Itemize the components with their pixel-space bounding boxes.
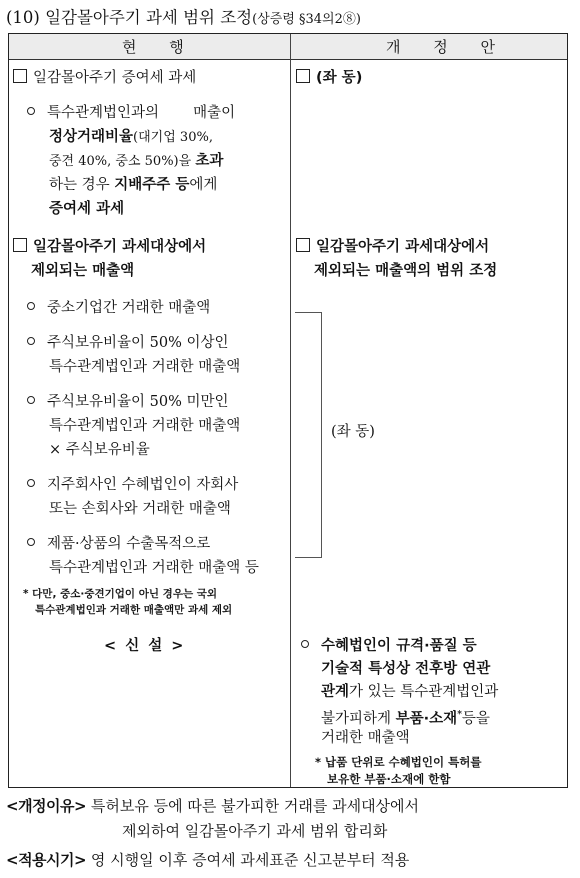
current-section1-heading: 일감몰아주기 증여세 과세 bbox=[13, 67, 196, 89]
bullet-circle-icon bbox=[27, 302, 35, 310]
current-section1-line1: 특수관계법인과의 매출이 bbox=[27, 102, 235, 124]
excluded-item-3-cont2: × 주식보유비율 bbox=[49, 442, 150, 458]
title-source: (상증령 §34의2⑧) bbox=[252, 12, 361, 27]
current-section2-heading2: 제외되는 매출액 bbox=[31, 263, 135, 279]
excluded-item-3-cont: 특수관계법인과 거래한 매출액 bbox=[49, 418, 241, 434]
same-as-left-bracket bbox=[295, 312, 322, 558]
checkbox-square-icon bbox=[13, 69, 27, 83]
header-proposed: 개 정 안 bbox=[386, 38, 510, 56]
bullet-circle-icon bbox=[27, 337, 35, 345]
reason-label: <개정이유> bbox=[6, 797, 87, 815]
excluded-item-2-cont: 특수관계법인과 거래한 매출액 bbox=[49, 359, 241, 375]
proposed-section1-heading: (좌 동) bbox=[296, 67, 362, 89]
new-provision-label: < 신 설 > bbox=[104, 638, 186, 654]
proposed-new-line5: 거래한 매출액 bbox=[321, 730, 410, 746]
proposed-note-line1: * 납품 단위로 수혜법인이 특허를 bbox=[315, 755, 482, 769]
bullet-circle-icon bbox=[301, 640, 309, 648]
excluded-item-3: 주식보유비율이 50% 미만인 bbox=[27, 391, 229, 413]
bullet-circle-icon bbox=[27, 479, 35, 487]
current-section1-line3: 중견 40%, 중소 50%)을 초과 bbox=[49, 153, 224, 169]
comparison-table bbox=[8, 33, 568, 788]
excluded-item-2: 주식보유비율이 50% 이상인 bbox=[27, 332, 229, 354]
checkbox-square-icon bbox=[296, 69, 310, 83]
column-divider bbox=[290, 34, 291, 787]
bullet-circle-icon bbox=[27, 538, 35, 546]
effective-date: <적용시기> 영 시행일 이후 증여세 과세표준 신고분부터 적용 bbox=[6, 851, 410, 869]
header-current: 현 행 bbox=[122, 38, 198, 56]
current-note-line1: * 다만, 중소·중견기업이 아닌 경우는 국외 bbox=[23, 588, 218, 600]
proposed-same-as-left: (좌 동) bbox=[331, 424, 375, 440]
current-section1-line4: 하는 경우 지배주주 등에게 bbox=[49, 177, 218, 193]
excluded-item-5-cont: 특수관계법인과 거래한 매출액 등 bbox=[49, 560, 259, 576]
checkbox-square-icon bbox=[296, 238, 310, 252]
proposed-new-line4: 불가피하게 부품·소재*등을 bbox=[321, 710, 490, 727]
proposed-new-line1: 수혜법인이 규격·품질 등 bbox=[301, 635, 477, 657]
reason-line1: <개정이유> 특허보유 등에 따른 불가피한 거래를 과세대상에서 bbox=[6, 797, 420, 815]
table-header bbox=[9, 34, 567, 60]
current-section2-heading1: 일감몰아주기 과세대상에서 bbox=[13, 236, 206, 258]
proposed-section2-heading2: 제외되는 매출액의 범위 조정 bbox=[314, 263, 498, 279]
excluded-item-1: 중소기업간 거래한 매출액 bbox=[27, 297, 210, 319]
current-section1-line2: 정상거래비율(대기업 30%, bbox=[49, 129, 213, 145]
proposed-new-line2: 기술적 특성상 전후방 연관 bbox=[321, 661, 491, 677]
current-section1-line5: 증여세 과세 bbox=[49, 201, 125, 217]
excluded-item-4-cont: 또는 손회사와 거래한 매출액 bbox=[49, 501, 231, 517]
excluded-item-4: 지주회사인 수혜법인이 자회사 bbox=[27, 474, 238, 496]
proposed-section2-heading1: 일감몰아주기 과세대상에서 bbox=[296, 236, 489, 258]
bullet-circle-icon bbox=[27, 396, 35, 404]
reason-line2: 제외하여 일감몰아주기 과세 범위 합리화 bbox=[122, 822, 388, 840]
section-title bbox=[6, 4, 361, 28]
excluded-item-5: 제품·상품의 수출목적으로 bbox=[27, 533, 210, 555]
title-main: (10) 일감몰아주기 과세 범위 조정 bbox=[6, 8, 253, 27]
current-note-line2: 특수관계법인과 거래한 매출액만 과세 제외 bbox=[35, 604, 233, 616]
checkbox-square-icon bbox=[13, 238, 27, 252]
proposed-note-line2: 보유한 부품·소재에 한함 bbox=[327, 772, 451, 786]
proposed-new-line3: 관계가 있는 특수관계법인과 bbox=[321, 684, 499, 700]
bullet-circle-icon bbox=[27, 107, 35, 115]
effective-label: <적용시기> bbox=[6, 851, 87, 869]
